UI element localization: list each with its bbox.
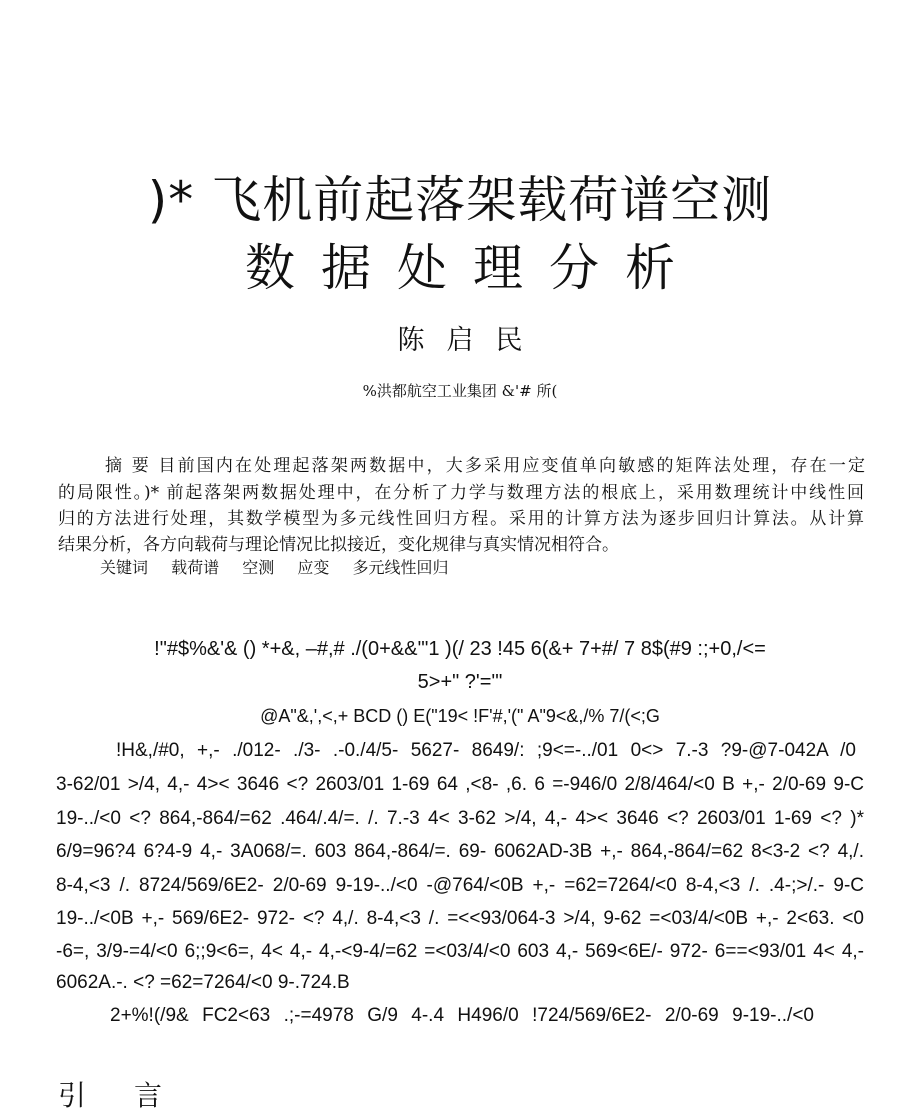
english-author-line: @A"&,',<,+ BCD () E("19< !F'#,'(" A"9<&,/% 7/(<;G — [260, 706, 660, 726]
english-abstract-line: -6=, 3/9-=4/<0 6;;9<6=, 4< 4,- 4,-<9-4/=62 =<03/4/<0 603 4,- 569<6E/- 972- 6==<93/01 4< 4,- — [56, 941, 864, 962]
english-abstract-line: !H&,/#0, +,- ./012- ./3- .-0./4/5- 5627- 8649/: ;9<=-../01 0<> 7.-3 ?9-@7-042A /0 — [116, 740, 856, 761]
abstract-line: 的局限性。)* 前起落架两数据处理中，在分析了力学与数理方法的根底上，采用数理统计中线性回 — [58, 483, 864, 503]
abstract-line: 结果分析，各方向载荷与理论情况比拟接近，变化规律与真实情况相符合。 — [58, 535, 619, 555]
abstract-line: 归的方法进行处理，其数学模型为多元线性回归方程。采用的计算方法为逐步回归计算法。从计算 — [58, 509, 864, 529]
paper-title-line-2: 数据处理分析 — [245, 239, 701, 297]
keywords — [100, 555, 466, 578]
abstract-line: 摘 要 目前国内在处理起落架两数据中，大多采用应变值单向敏感的矩阵法处理，存在一定 — [105, 456, 865, 476]
english-abstract-line: 3-62/01 >/4, 4,- 4>< 3646 <? 2603/01 1-69 64 ,<8- ,6. 6 =-946/0 2/8/464/<0 B +,- 2/0-69 9-C — [56, 774, 864, 795]
english-abstract-line: 19-../<0 <? 864,-864/=62 .464/.4/=. /. 7.-3 4< 3-62 >/4, 4,- 4>< 3646 <? 2603/01 1-69 <? )* — [56, 808, 864, 829]
author: 陈启民 — [397, 325, 545, 356]
english-abstract-line: 6/9=96?4 6?4-9 4,- 3A068/=. 603 864,-864/=. 69- 6062AD-3B +,- 864,-864/=62 8<3-2 <? 4,/. — [56, 841, 864, 862]
keywords-label: 关键词 — [100, 558, 149, 577]
keyword: 载荷谱 — [171, 558, 220, 577]
english-abstract-line: 6062A.-. <? =62=7264/<0 9-.724.B — [56, 972, 350, 993]
keyword: 应变 — [297, 558, 330, 577]
english-abstract-line: 19-../<0B +,- 569/6E2- 972- <? 4,/. 8-4,<3 /. =<<93/064-3 >/4, 9-62 =<03/4/<0B +,- 2<63. <0 — [56, 908, 864, 929]
english-title-line: !"#$%&'& () *+&, –#,# ./(0+&&'"1 )(/ 23 !45 6(&+ 7+#/ 7 8$(#9 :;+0,/<= — [154, 638, 766, 660]
english-keywords-line: 2+%!(/9& FC2<63 .;-=4978 G/9 4-.4 H496/0 !724/569/6E2- 2/0-69 9-19-../<0 — [110, 1005, 814, 1026]
keyword: 空测 — [242, 558, 275, 577]
english-title-line: 5>+" ?'='" — [417, 671, 503, 693]
paper-title-line-1: )* 飞机前起落架载荷谱空测 — [147, 171, 773, 229]
english-abstract-line: 8-4,<3 /. 8724/569/6E2- 2/0-69 9-19-../<0 -@764/<0B +,- =62=7264/<0 8-4,<3 /. .4-;>/.- 9-C — [56, 875, 864, 896]
section-heading-introduction: 引言 — [58, 1079, 211, 1112]
keyword: 多元线性回归 — [352, 558, 449, 577]
affiliation: %洪都航空工业集团 &'# 所( — [362, 382, 558, 400]
